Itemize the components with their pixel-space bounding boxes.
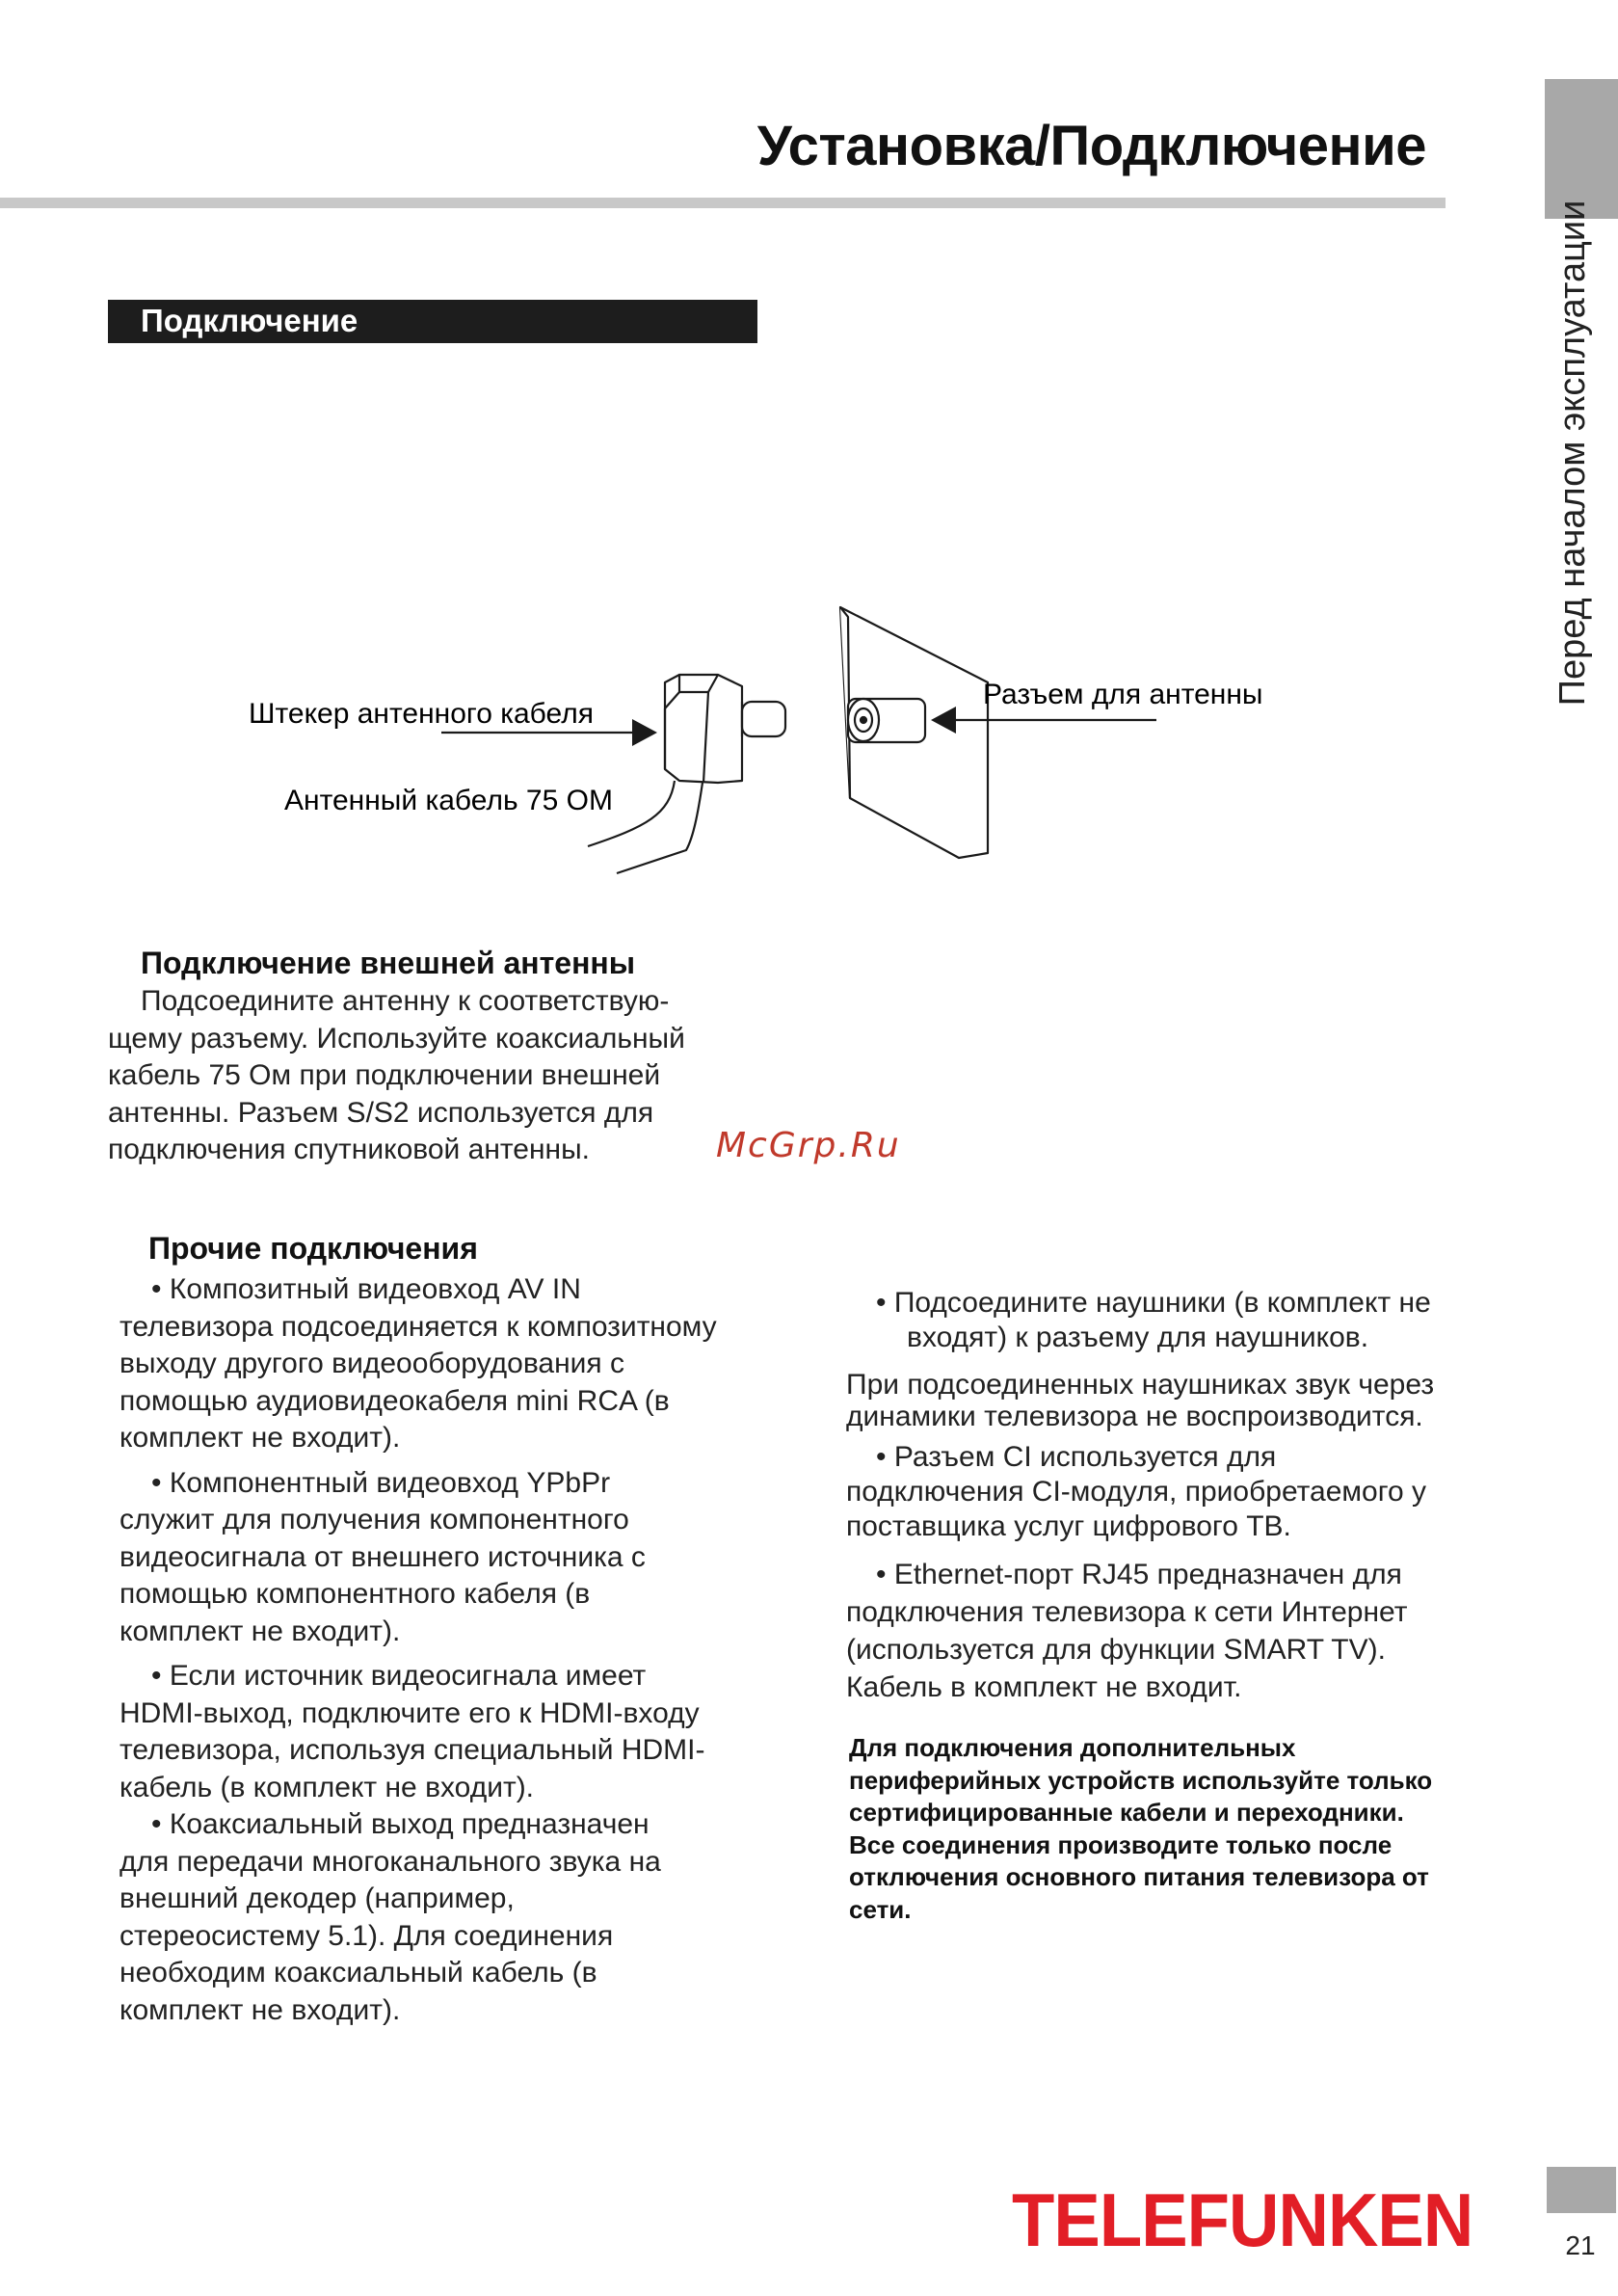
watermark: McGrp.Ru <box>716 1126 901 1165</box>
external-antenna-heading: Подключение внешней антенны <box>141 946 636 980</box>
list-item: поставщика услуг цифрового ТВ. <box>846 1510 1291 1542</box>
socket-label: Разъем для антенны <box>983 679 1263 710</box>
antenna-plug <box>665 675 785 783</box>
list-item: служит для получения компонентного <box>119 1504 629 1535</box>
other-connections-heading: Прочие подключения <box>148 1231 478 1266</box>
list-item: входят) к разъему для наушников. <box>907 1322 1369 1353</box>
page-number: 21 <box>1565 2230 1596 2260</box>
antenna-socket <box>848 699 925 742</box>
list-item: внешний декодер (например, <box>119 1882 515 1914</box>
paragraph-line: щему разъему. Используйте коаксиальный <box>108 1022 685 1055</box>
page-title: Установка/Подключение <box>756 115 1426 177</box>
right-column <box>846 1286 1540 1706</box>
side-chapter-label: Перед началом эксплуатации <box>1552 200 1593 707</box>
list-item: телевизора подсоединяется к композитному <box>119 1310 717 1343</box>
list-item: помощью аудиовидеокабеля mini RCA (в <box>119 1384 670 1417</box>
list-item: Кабель в комплект не входит. <box>846 1671 1242 1703</box>
list-item: динамики телевизора не воспроизводится. <box>846 1401 1423 1432</box>
list-item: видеосигнала от внешнего источника с <box>119 1540 646 1573</box>
note-line: Все соединения производите только после <box>849 1829 1393 1859</box>
list-item: комплект не входит). <box>119 1422 401 1454</box>
list-item: • Ethernet-порт RJ45 предназначен для <box>876 1559 1402 1590</box>
list-item: помощью компонентного кабеля (в <box>119 1578 591 1610</box>
antenna-connection-diagram <box>0 578 1349 906</box>
list-item: комплект не входит). <box>119 1993 401 2026</box>
list-item: подключения телевизора к сети Интернет <box>846 1596 1408 1628</box>
list-item: • Разъем CI используется для <box>876 1441 1277 1473</box>
list-item: телевизора, используя специальный HDMI- <box>119 1734 705 1766</box>
list-item: • Если источник видеосигнала имеет <box>151 1660 647 1692</box>
list-item: • Коаксиальный выход предназначен <box>151 1808 650 1840</box>
list-item: подключения CI-модуля, приобретаемого у <box>846 1476 1427 1508</box>
note-line: отключения основного питания телевизора от <box>849 1862 1429 1891</box>
list-item: для передачи многоканального звука на <box>119 1845 661 1878</box>
note-line: сети. <box>849 1894 912 1924</box>
list-item: HDMI-выход, подключите его к HDMI-входу <box>119 1696 700 1729</box>
paragraph-line: Подсоедините антенну к соответствую- <box>141 985 670 1017</box>
note-line: сертифицированные кабели и переходники. <box>849 1798 1404 1827</box>
note-line: Для подключения дополнительных <box>849 1733 1296 1762</box>
list-item: выходу другого видеооборудования с <box>119 1348 625 1379</box>
list-item: • Композитный видеовход AV IN <box>151 1273 581 1305</box>
list-item: кабель (в комплект не входит). <box>119 1771 535 1803</box>
brand-logo: TELEFUNKEN <box>1012 2177 1473 2262</box>
paragraph-line: кабель 75 Ом при подключении внешней <box>108 1059 661 1091</box>
list-item: необходим коаксиальный кабель (в <box>119 1957 597 1989</box>
note-line: периферийных устройств используйте только <box>849 1765 1433 1795</box>
list-item: стереосистему 5.1). Для соединения <box>119 1919 614 1952</box>
paragraph-line: антенны. Разъем S/S2 используется для <box>108 1096 654 1129</box>
safety-note <box>849 1732 1524 1926</box>
paragraph-line: подключения спутниковой антенны. <box>108 1134 591 1165</box>
list-item: • Компонентный видеовход YPbPr <box>151 1466 611 1499</box>
plug-label: Штекер антенного кабеля <box>249 698 594 730</box>
title-rule <box>0 198 1446 208</box>
left-column <box>119 1271 784 2029</box>
list-item: (используется для функции SMART TV). <box>846 1634 1386 1666</box>
external-antenna-text <box>108 983 763 1169</box>
list-item: комплект не входит). <box>119 1615 401 1647</box>
section-label: Подключение <box>141 303 358 338</box>
page-tab <box>1547 2167 1616 2213</box>
list-item: • Подсоедините наушники (в комплект не <box>876 1287 1431 1319</box>
cable-label: Антенный кабель 75 ОМ <box>284 785 613 816</box>
list-item: При подсоединенных наушниках звук через <box>846 1369 1435 1401</box>
